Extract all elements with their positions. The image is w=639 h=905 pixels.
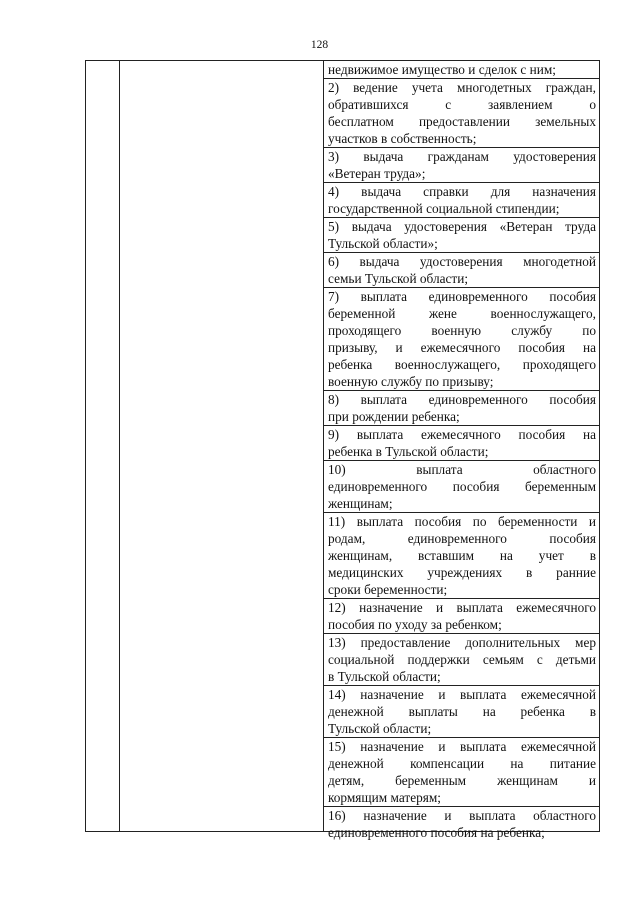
service-item-line: государственной социальной стипендии; bbox=[328, 201, 560, 216]
service-item-line: недвижимое имущество и сделок с ним; bbox=[328, 62, 556, 77]
service-item bbox=[324, 513, 599, 599]
service-item-line: женщинам; bbox=[328, 496, 393, 511]
service-item bbox=[324, 634, 599, 686]
service-item bbox=[324, 738, 599, 807]
service-item-line: Тульской области»; bbox=[328, 236, 438, 251]
service-item-line: 10) выплата областного bbox=[328, 462, 596, 477]
service-item bbox=[324, 599, 599, 634]
service-item-line: медицинских учреждениях в ранние bbox=[328, 565, 596, 580]
service-item-line: денежной компенсации на питание bbox=[328, 756, 596, 771]
service-item-line: сроки беременности; bbox=[328, 582, 448, 597]
service-item-line: 4) выдача справки для назначения bbox=[328, 184, 596, 199]
service-item-line: пособия по уходу за ребенком; bbox=[328, 617, 502, 632]
service-item bbox=[324, 218, 599, 253]
service-item-line: призыву, и ежемесячного пособия на bbox=[328, 340, 596, 355]
service-item bbox=[324, 79, 599, 148]
service-item-line: детям, беременным женщинам и bbox=[328, 773, 596, 788]
service-item-line: 2) ведение учета многодетных граждан, bbox=[328, 80, 596, 95]
service-item-line: бесплатном предоставлении земельных bbox=[328, 114, 596, 129]
service-item-line: проходящего военную службу по bbox=[328, 323, 596, 338]
service-item-line: участков в собственность; bbox=[328, 131, 477, 146]
service-item bbox=[324, 61, 599, 79]
service-item-line: единовременного пособия беременным bbox=[328, 479, 596, 494]
service-item bbox=[324, 391, 599, 426]
service-item-line: ребенка военнослужащего, проходящего bbox=[328, 357, 596, 372]
column-divider-1 bbox=[119, 61, 120, 831]
service-item-line: 9) выплата ежемесячного пособия на bbox=[328, 427, 596, 442]
service-item-line: женщинам, вставшим на учет в bbox=[328, 548, 596, 563]
service-item-line: «Ветеран труда»; bbox=[328, 166, 426, 181]
service-item bbox=[324, 183, 599, 218]
services-table bbox=[85, 60, 600, 840]
service-item-line: военную службу по призыву; bbox=[328, 374, 494, 389]
service-item-line: денежной выплаты на ребенка в bbox=[328, 704, 596, 719]
service-item-line: 8) выплата единовременного пособия bbox=[328, 392, 596, 407]
service-item-line: 6) выдача удостоверения многодетной bbox=[328, 254, 596, 269]
service-item-line: 5) выдача удостоверения «Ветеран труда bbox=[328, 219, 596, 234]
service-item-line: 15) назначение и выплата ежемесячной bbox=[328, 739, 596, 754]
service-item-line: 7) выплата единовременного пособия bbox=[328, 289, 596, 304]
service-item-line: Тульской области; bbox=[328, 721, 432, 736]
service-item-line: социальной поддержки семьям с детьми bbox=[328, 652, 596, 667]
service-item-line: 13) предоставление дополнительных мер bbox=[328, 635, 596, 650]
services-column bbox=[324, 61, 599, 840]
service-item bbox=[324, 686, 599, 738]
service-item-line: 16) назначение и выплата областного bbox=[328, 808, 596, 823]
service-item-line: при рождении ребенка; bbox=[328, 409, 460, 424]
service-item bbox=[324, 288, 599, 391]
service-item-line: кормящим матерям; bbox=[328, 790, 441, 805]
service-item bbox=[324, 461, 599, 513]
service-item-line: 3) выдача гражданам удостоверения bbox=[328, 149, 596, 164]
service-item-line: в Тульской области; bbox=[328, 669, 441, 684]
service-item-line: ребенка в Тульской области; bbox=[328, 444, 489, 459]
service-item-line: 12) назначение и выплата ежемесячного bbox=[328, 600, 596, 615]
service-item-line: 11) выплата пособия по беременности и bbox=[328, 514, 596, 529]
service-item-line: единовременного пособия на ребенка; bbox=[328, 825, 545, 840]
service-item-line: родам, единовременного пособия bbox=[328, 531, 596, 546]
service-item bbox=[324, 807, 599, 842]
page-number: 128 bbox=[310, 39, 329, 51]
service-item bbox=[324, 426, 599, 461]
service-item bbox=[324, 148, 599, 183]
service-item-line: 14) назначение и выплата ежемесячной bbox=[328, 687, 596, 702]
service-item-line: семьи Тульской области; bbox=[328, 271, 469, 286]
service-item-line: беременной жене военнослужащего, bbox=[328, 306, 596, 321]
service-item-line: обратившихся с заявлением о bbox=[328, 97, 596, 112]
service-item bbox=[324, 253, 599, 288]
